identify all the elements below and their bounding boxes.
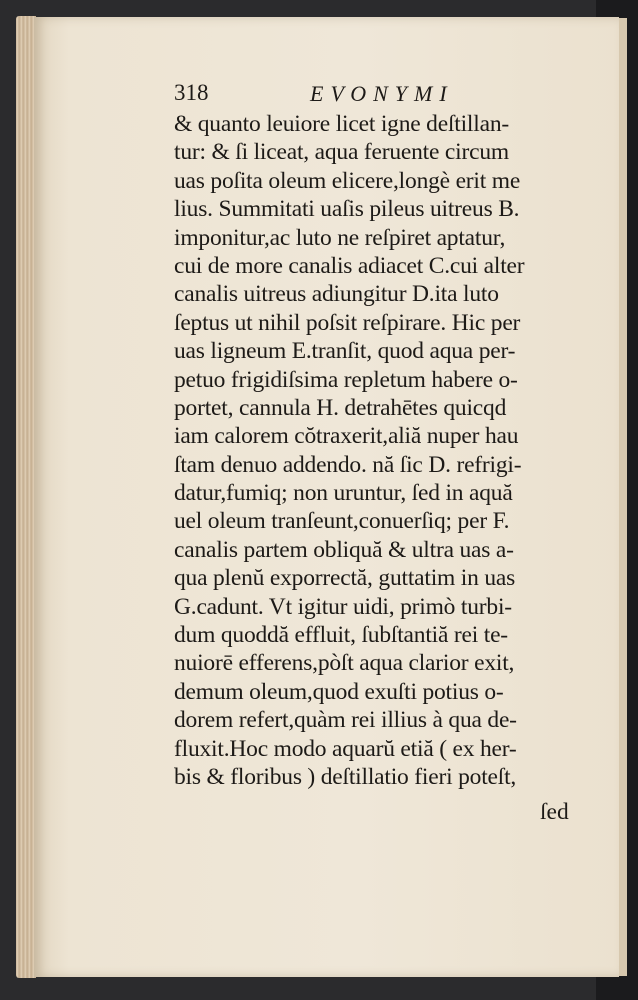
text-line: lius. Summitati uaſis pileus uitreus B. [174,196,520,223]
text-line: cui de more canalis adiacet C.cui alter [174,252,525,279]
text-line: uel oleum tranſeunt,conuerſiq; per F. [174,508,510,535]
page-stack-edge [16,16,36,978]
catchword: ſed [540,799,569,825]
text-line: & quanto leuiore licet igne deſtillan- [174,111,509,137]
text-line: iam calorem cŏtraxerit,aliă nuper hau [174,423,519,450]
text-line: fluxit.Hoc modo aquarŭ etiă ( ex her- [174,735,517,762]
text-line: dum quoddă effluit, ſubſtantiă rei te- [174,622,508,649]
text-line: datur,fumiq; non uruntur, ſed in aquă [174,480,513,507]
text-line: canalis partem obliquă & ultra uas a- [174,536,514,563]
text-line: petuo frigidiſsima repletum habere o- [174,366,518,393]
running-head: EVONYMI [310,81,454,106]
text-line: tur: & ſi liceat, aqua feruente circum [174,139,509,166]
text-line: nuiorē efferens,pòſt aqua clarior exit, [174,650,515,677]
text-line: ſtam denuo addendo. nă ſic D. refrigi- [174,451,522,478]
text-line: imponitur,ac luto ne reſpiret aptatur, [174,224,506,251]
text-line: uas ligneum E.tranſit, quod aqua per- [174,338,516,365]
page-number: 318 [174,80,209,105]
text-line: dorem refert,quàm rei illius à qua de- [174,707,517,734]
text-line: qua plenŭ exporrectă, guttatim in uas [174,565,516,592]
page-right-edge [618,18,627,976]
text-line: bis & floribus ) deſtillatio fieri poteſt, [174,763,517,790]
text-line: G.cadunt. Vt igitur uidi, primò turbi- [174,593,512,620]
text-line: ſeptus ut nihil poſsit reſpirare. Hic per [174,309,521,336]
page-header [174,80,494,114]
text-line: portet, cannula H. detrahētes quicqd [174,394,507,421]
body-text [174,110,594,791]
text-line: uas poſita oleum elicere,longè erit me [174,167,521,194]
text-line: demum oleum,quod exuſti potius o- [174,678,504,705]
text-line: canalis uitreus adiungitur D.ita luto [174,281,499,308]
